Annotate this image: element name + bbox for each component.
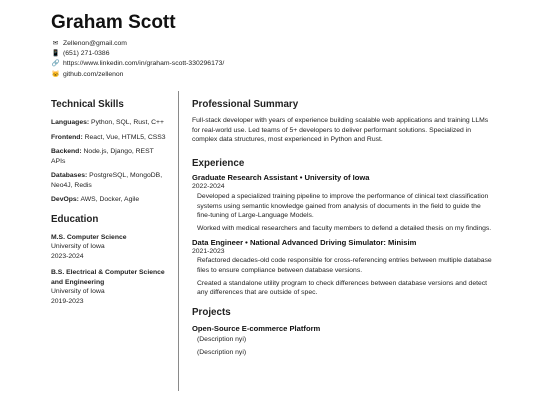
edu-dates: 2023-2024 xyxy=(51,252,84,260)
summary-heading: Professional Summary xyxy=(192,99,299,110)
project-bullet: (Description nyi) xyxy=(197,336,247,344)
skill-label: Databases: xyxy=(51,172,88,179)
skill-languages xyxy=(51,118,169,128)
skills-heading: Technical Skills xyxy=(51,99,124,110)
job-bullet: Refactored decades-old code responsible for cross-referencing entries between multiple database files to ensure compliance between database versions. xyxy=(197,257,492,275)
email-text: Zellenon@gmail.com xyxy=(63,40,127,47)
contact-list xyxy=(51,39,224,80)
edu-degree: M.S. Computer Science xyxy=(51,233,127,241)
skill-value: Node.js, Django, REST APIs xyxy=(51,148,154,165)
skill-label: Frontend: xyxy=(51,133,83,141)
summary-text: Full-stack developer with years of experience building scalable web applications and training LLMs for real-world use. Led teams of 5+ developers to deliver performant solutions. Specialized in complex data structures, most experienced in Python and Rust. xyxy=(192,117,489,144)
sidebar xyxy=(51,99,169,314)
skill-value: Python, SQL, Rust, C++ xyxy=(91,119,164,126)
phone-text: (651) 271-0386 xyxy=(63,50,110,58)
contact-github[interactable] xyxy=(51,70,224,80)
edu-dates: 2019-2023 xyxy=(51,298,84,306)
contact-phone[interactable] xyxy=(51,49,224,59)
job-entry xyxy=(192,173,492,234)
edu-school: University of Iowa xyxy=(51,243,105,251)
edu-degree: B.S. Electrical & Computer Science and Engineering xyxy=(51,269,165,286)
projects-heading: Projects xyxy=(192,307,231,319)
job-dates: 2022-2024 xyxy=(192,183,225,191)
skill-backend xyxy=(51,147,169,166)
skill-value: PostgreSQL, MongoDB, Neo4J, Redis xyxy=(51,172,163,189)
linkedin-text: https://www.linkedin.com/in/graham-scott-330296173/ xyxy=(63,60,225,68)
education-entry xyxy=(51,233,169,262)
education-heading: Education xyxy=(51,213,99,225)
skill-frontend xyxy=(51,133,169,143)
job-dates: 2021-2023 xyxy=(192,247,225,255)
job-bullet: Developed a specialized training pipeline to improve the performance of clinical text classification systems using semantic knowledge gained from analysis of documents in the field to guide the fine-tuning of Large-Language Models. xyxy=(197,192,489,220)
skill-value: AWS, Docker, Agile xyxy=(80,196,140,203)
job-title: Data Engineer • National Advanced Driving Simulator: Minisim xyxy=(192,237,417,247)
email-icon: ✉ xyxy=(52,40,59,47)
project-title: Open-Source E-commerce Platform xyxy=(192,324,321,334)
job-bullet: Created a standalone utility program to check differences between database versions and detect any differences that are outside of spec. xyxy=(197,279,488,297)
column-divider xyxy=(178,91,179,391)
link-icon: 🔗 xyxy=(51,60,60,68)
education-entry xyxy=(51,268,169,306)
github-icon: 🐱 xyxy=(51,70,60,78)
contact-email[interactable] xyxy=(51,39,224,49)
edu-school: University of Iowa xyxy=(51,288,105,296)
contact-linkedin[interactable] xyxy=(51,59,224,69)
project-entry xyxy=(192,324,492,357)
skill-databases xyxy=(51,171,169,190)
job-bullet: Worked with medical researchers and faculty members to defend a detailed thesis on my findings. xyxy=(197,224,492,232)
github-text: github.com/zellenon xyxy=(63,70,124,78)
job-entry xyxy=(192,238,492,299)
candidate-name: Graham Scott xyxy=(51,12,176,33)
project-bullet: (Description nyi) xyxy=(197,348,247,356)
experience-heading: Experience xyxy=(192,158,245,170)
skill-label: Languages: xyxy=(51,119,90,126)
skill-devops xyxy=(51,195,169,205)
phone-icon: 📱 xyxy=(51,50,60,58)
job-title: Graduate Research Assistant • University of Iowa xyxy=(192,173,370,183)
skill-value: React, Vue, HTML5, CSS3 xyxy=(84,133,166,141)
main-column xyxy=(192,99,492,361)
skill-label: Backend: xyxy=(51,148,82,155)
skill-label: DevOps: xyxy=(51,196,79,203)
